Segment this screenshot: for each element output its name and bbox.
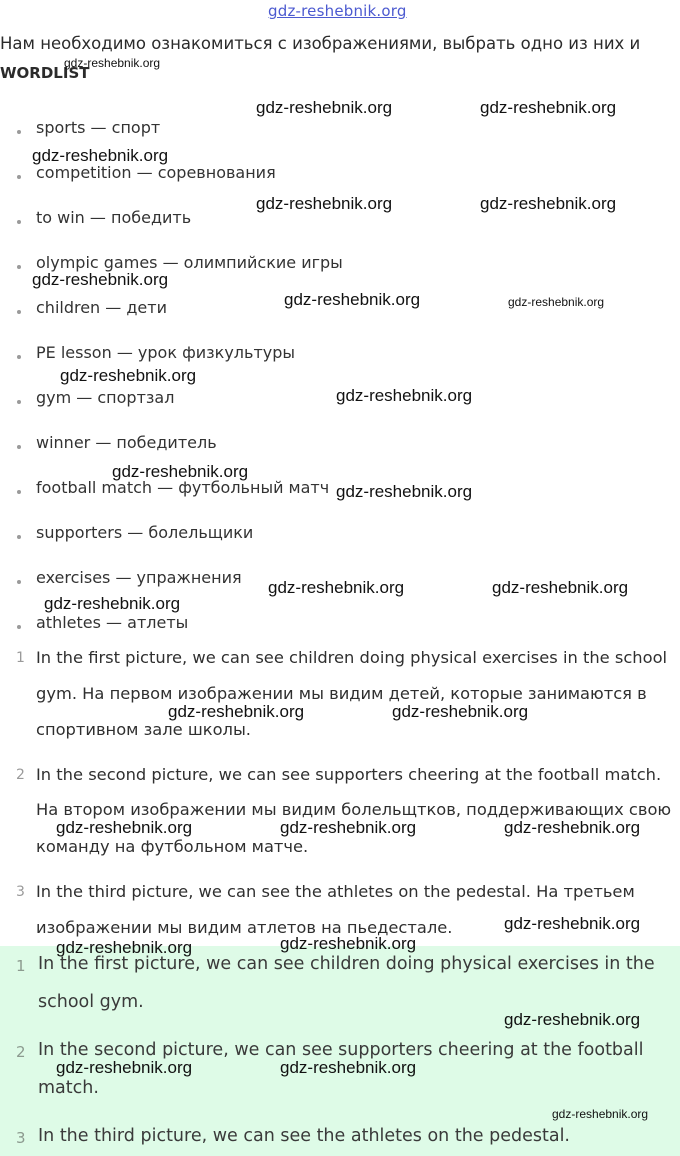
watermark: gdz-reshebnik.org <box>64 56 161 70</box>
bullet-icon <box>17 535 21 539</box>
bullet-icon <box>17 625 21 629</box>
bullet-icon <box>17 265 21 269</box>
watermark: gdz-reshebnik.org <box>56 1058 193 1077</box>
watermark: gdz-reshebnik.org <box>280 1058 417 1077</box>
intro-text: Нам необходимо ознакомиться с изображениями, выбрать одно из них и <box>0 34 641 53</box>
watermark: gdz-reshebnik.org <box>44 594 181 613</box>
watermark: gdz-reshebnik.org <box>256 98 393 117</box>
watermark: gdz-reshebnik.org <box>508 295 605 309</box>
watermark: gdz-reshebnik.org <box>56 818 193 837</box>
summary-line: match. <box>38 1078 99 1098</box>
watermark: gdz-reshebnik.org <box>112 462 249 481</box>
watermark: gdz-reshebnik.org <box>492 578 629 597</box>
answer-line: спортивном зале школы. <box>36 720 251 739</box>
bullet-icon <box>17 580 21 584</box>
answer-number: 2 <box>16 767 25 783</box>
answer-line: In the first picture, we can see children doing physical exercises in the school <box>36 648 668 667</box>
watermark: gdz-reshebnik.org <box>32 270 169 289</box>
site-header-link[interactable]: gdz-reshebnik.org <box>268 2 407 20</box>
watermark: gdz-reshebnik.org <box>504 818 641 837</box>
watermark: gdz-reshebnik.org <box>284 290 421 309</box>
watermark: gdz-reshebnik.org <box>552 1107 649 1121</box>
watermark: gdz-reshebnik.org <box>280 818 417 837</box>
answer-line: На втором изображении мы видим болельщтков, поддерживающих свою <box>36 800 672 819</box>
summary-line: school gym. <box>38 992 144 1012</box>
summary-line: In the first picture, we can see children doing physical exercises in the <box>38 954 655 974</box>
bullet-icon <box>17 220 21 224</box>
answer-line: In the third picture, we can see the athletes on the pedestal. На третьем <box>36 882 635 901</box>
watermark: gdz-reshebnik.org <box>336 386 473 405</box>
watermark: gdz-reshebnik.org <box>504 914 641 933</box>
bullet-icon <box>17 445 21 449</box>
answer-line: изображении мы видим атлетов на пьедестале. <box>36 918 453 937</box>
summary-number: 3 <box>16 1129 26 1147</box>
summary-line: In the second picture, we can see supporters cheering at the football <box>38 1040 644 1060</box>
watermark: gdz-reshebnik.org <box>56 938 193 957</box>
bullet-icon <box>17 130 21 134</box>
watermark: gdz-reshebnik.org <box>60 366 197 385</box>
watermark: gdz-reshebnik.org <box>480 194 617 213</box>
wordlist-title: WORDLIST <box>0 64 90 82</box>
answer-line: команду на футбольном матче. <box>36 837 309 856</box>
watermark: gdz-reshebnik.org <box>256 194 393 213</box>
watermark: gdz-reshebnik.org <box>336 482 473 501</box>
answer-line: In the second picture, we can see supporters cheering at the football match. <box>36 765 662 784</box>
bullet-icon <box>17 175 21 179</box>
bullet-icon <box>17 400 21 404</box>
watermark: gdz-reshebnik.org <box>280 934 417 953</box>
answer-number: 1 <box>16 650 25 666</box>
answer-line: gym. На первом изображении мы видим детей, которые занимаются в <box>36 684 647 703</box>
watermark: gdz-reshebnik.org <box>504 1010 641 1029</box>
bullet-icon <box>17 310 21 314</box>
bullet-icon <box>17 355 21 359</box>
summary-line: In the third picture, we can see the athletes on the pedestal. <box>38 1126 570 1146</box>
watermark: gdz-reshebnik.org <box>480 98 617 117</box>
answer-number: 3 <box>16 884 25 900</box>
summary-number: 1 <box>16 957 26 975</box>
watermark: gdz-reshebnik.org <box>32 146 169 165</box>
watermark: gdz-reshebnik.org <box>268 578 405 597</box>
summary-number: 2 <box>16 1043 26 1061</box>
watermark: gdz-reshebnik.org <box>168 702 305 721</box>
bullet-icon <box>17 490 21 494</box>
watermark: gdz-reshebnik.org <box>392 702 529 721</box>
